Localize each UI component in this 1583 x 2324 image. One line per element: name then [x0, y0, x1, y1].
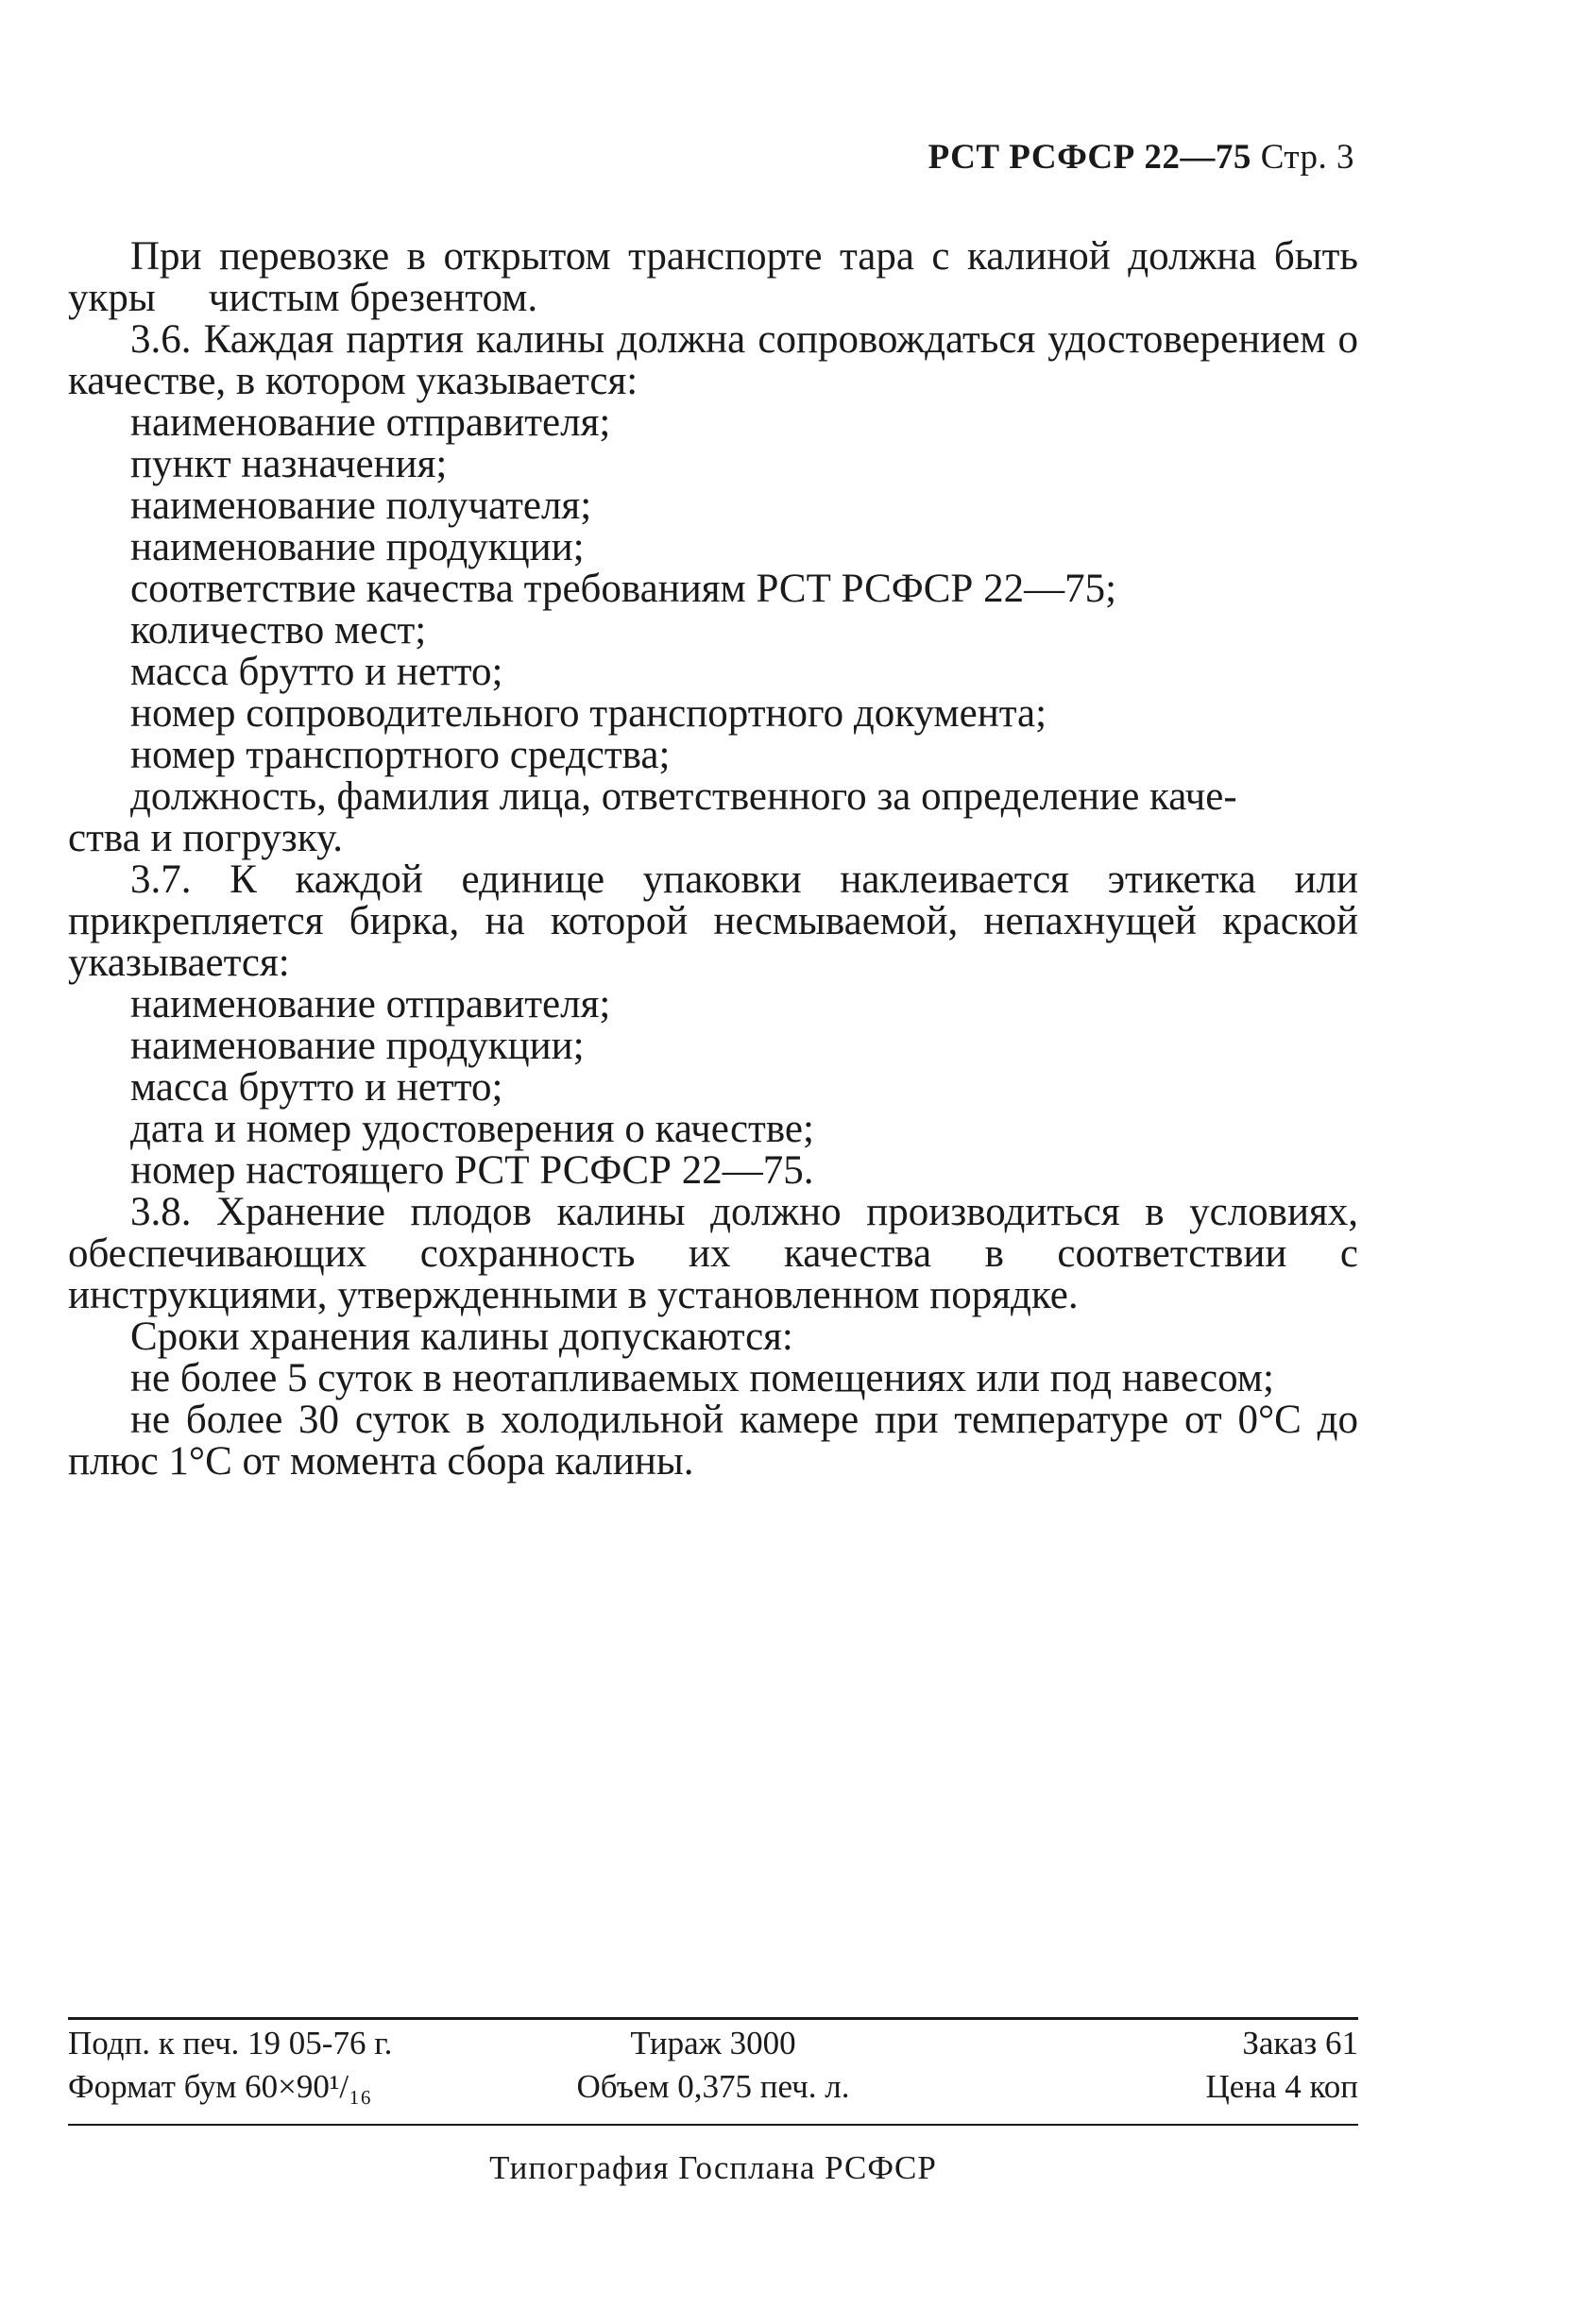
list-item: наименование получателя; [130, 483, 592, 528]
list-item: наименование отправителя; [130, 400, 611, 445]
section-3-8: 3.8. Хранение плодов калины должно производиться в условиях, обеспечивающих сохранность их качества в соответствии с инструкциями, утвержденными в установленном порядке. [68, 1190, 1358, 1317]
document-body [68, 236, 1358, 1483]
list-item: наименование отправителя; [130, 982, 611, 1026]
imprint-top-rule [68, 2017, 1358, 2020]
list-item: наименование продукции; [130, 1024, 585, 1068]
list-item-continuation: ства и погрузку. [68, 816, 344, 860]
list-item: соответствие качества требованиям РСТ РСФСР 22—75; [130, 567, 1117, 611]
section-3-7-intro: 3.7. К каждой единице упаковки наклеивается этикетка или прикрепляется бирка, на которой несмываемой, непахнущей краской указывается: [68, 857, 1358, 985]
paper-format: Формат бум 60×90¹/₁₆ [68, 2068, 372, 2105]
list-item: пункт назначения; [130, 442, 448, 486]
storage-term-1: не более 5 суток в неотапливаемых помещениях или под навесом; [130, 1356, 1274, 1400]
list-item: номер транспортного средства; [130, 733, 671, 777]
list-item: масса брутто и нетто; [130, 1065, 503, 1110]
order-number: Заказ 61 [1242, 2025, 1358, 2061]
section-3-6-intro: 3.6. Каждая партия калины должна сопровождаться удостоверением о качестве, в котором указывается: [68, 317, 1358, 403]
signed-date: Подп. к печ. 19 05-76 г. [68, 2025, 393, 2061]
imprint-block [68, 2017, 1358, 2192]
transport-text-b: чистым брезентом. [208, 276, 538, 320]
volume: Объем 0,375 печ. л. [576, 2068, 850, 2105]
list-item: дата и номер удостоверения о качестве; [130, 1107, 814, 1151]
list-item: номер настоящего РСТ РСФСР 22—75. [130, 1148, 814, 1193]
transport-text-a: При перевозке в открытом транспорте тара с калиной должна быть укры [68, 234, 1358, 320]
price: Цена 4 коп [1205, 2068, 1358, 2105]
transport-paragraph [68, 236, 1358, 319]
list-item: номер сопроводительного транспортного документа; [130, 691, 1047, 736]
page-number: Стр. 3 [1260, 138, 1354, 177]
imprint-row-1 [68, 2022, 1358, 2065]
list-item: количество мест; [130, 608, 427, 653]
list-item: масса брутто и нетто; [130, 650, 503, 694]
imprint-bottom-rule [68, 2124, 1358, 2126]
storage-term-2: не более 30 суток в холодильной камере при температуре от 0°С до плюс 1°С от момента сбора калины. [68, 1398, 1358, 1484]
list-item-wrapped: должность, фамилия лица, ответственного за определение каче- [130, 774, 1237, 819]
imprint-row-2 [68, 2065, 1358, 2109]
standard-code: РСТ РСФСР 22—75 [928, 138, 1251, 177]
storage-intro: Сроки хранения калины допускаются: [130, 1315, 793, 1359]
list-item: наименование продукции; [130, 525, 585, 569]
print-run: Тираж 3000 [630, 2025, 796, 2061]
page-header [928, 137, 1354, 178]
printer-name: Типография Госплана РСФСР [489, 2149, 937, 2186]
